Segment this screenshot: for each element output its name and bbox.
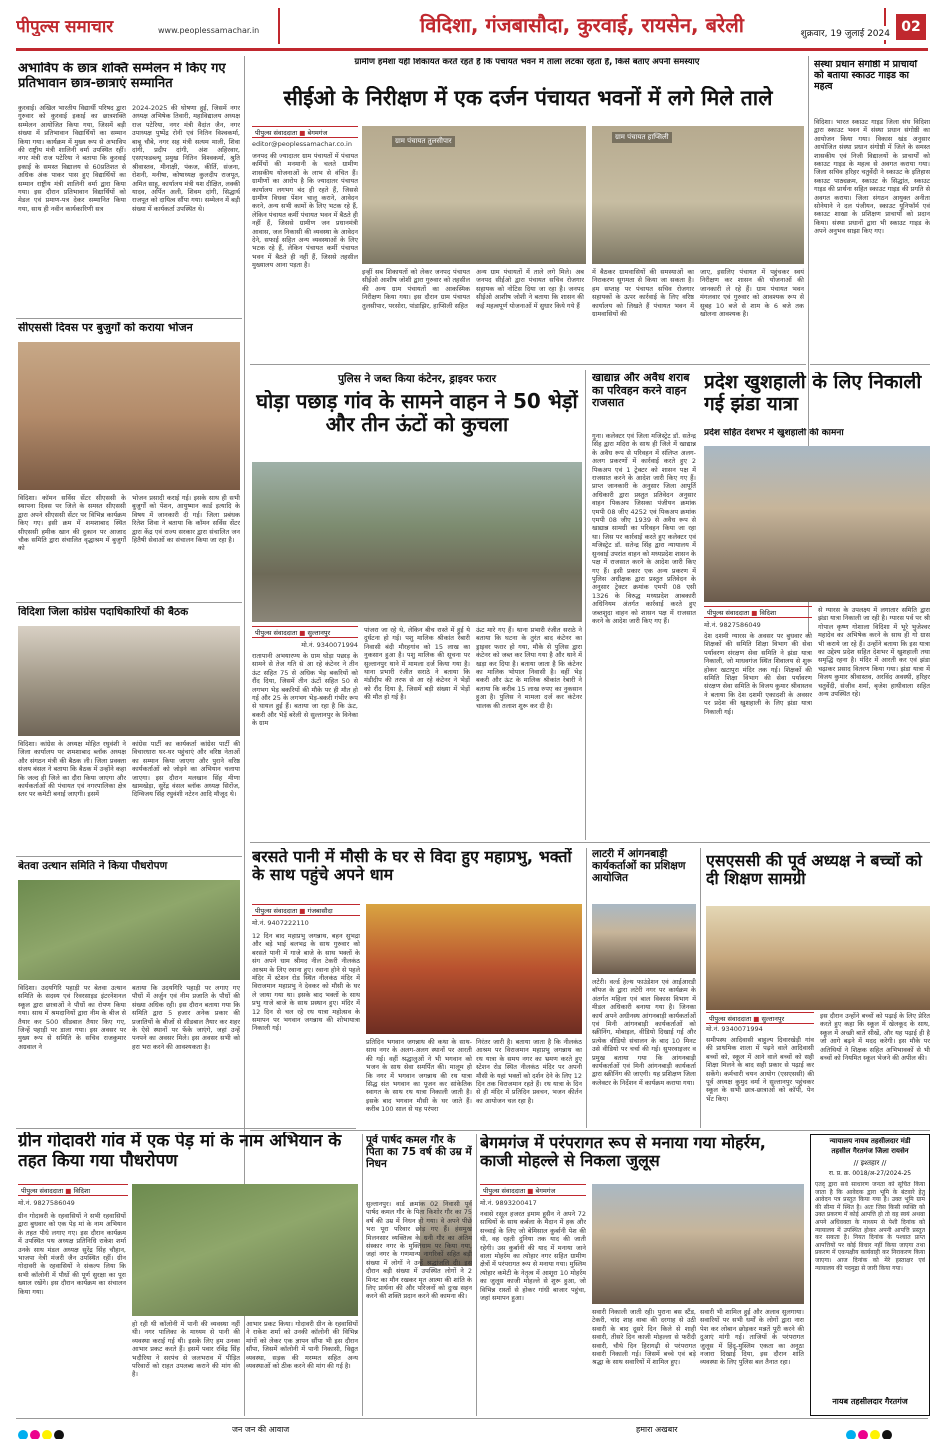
masthead-rule	[16, 48, 928, 51]
panchayat-body-col1: जनपद की ज्यादातर ग्राम पंचायतों में पंचायत कर्मियों की मनमानी के चलते ग्रामीण शासकीय योजनाओं के लाभ से वंचित हैं। ग्रामीणों का आरोप है कि ज्यादातर पंचायत कार्यालय लगभग बंद ही रहते हैं, जिससे ग्रामीण विधवा पेंशन चालू कराने, आवेदन करने, अन्य सभी कामों के लिए भटक रहे हैं, लेकिन पंचायत कर्मी पंचायत भवन में बैठते ही नहीं हैं, जिससे ग्रामीण जन प्रधानमंत्री आवास, जल निकासी की व्यवस्था के आवेदन देने, सफाई सहित अन्य व्यवस्थाओं के लिए भटक रहे हैं, लेकिन पंचायत कर्मी पंचायत भवन में बैठते ही नहीं हैं, जिससे तहसील मुख्यालय आना पड़ता है।	[252, 152, 358, 270]
panchayat-body-col3: अन्य ग्राम पंचायतों में ताले लगे मिले। अब जनपद सीईओ द्वारा पंचायत सचिव रोजगार सहायक को नोटिस दिया जा रहा है। जनपद सीईओ आशीष जोशी ने बताया कि शासन की कई महत्वपूर्ण योजनाओं में सुधार किये गये हैं	[476, 268, 584, 310]
newspaper-logo: पीपुल्स समाचार	[16, 17, 114, 36]
mausi-byline	[252, 904, 360, 916]
jhanda-subhead: प्रदेश सहित देशभर में खुशहाली की कामना	[704, 428, 844, 438]
divider	[16, 856, 242, 857]
gour-headline: पूर्व पार्षद कमल गौर के पिता का 75 वर्ष की उम्र में निधन	[366, 1134, 472, 1171]
byline-name: पीपुल्स संवाददाता	[255, 629, 298, 637]
byline-separator: ■	[299, 907, 306, 915]
divider	[250, 842, 930, 843]
truck-body-col3: ऊंट मारे गए हैं। थाना प्रभारी रंजीत सराठे ने बताया कि घटना के तुरंत बाद कंटेनर का ड्राइवर फरार हो गया, मौके से पुलिस द्वारा कंटेनर को जब्त कर लिया गया है और थाने में खड़ा कर दिया है। बताया जाता है कि कंटेनर का मालिक भोपाल निवासी है। वहीं भेड़ बकरी और ऊंट के मालिक श्रीकांत रेबारी ने बताया कि करीब 15 लाख रुपए का नुकसान हुआ है। पुलिस ने मामला दर्ज कर कंटेनर चालक की तलाश शुरू कर दी है।	[476, 626, 582, 710]
ssc-body-col2: इस दौरान उन्होंने बच्चों को पढ़ाई के लिए प्रेरित करते हुए कहा कि स्कूल में खेलकूद के साथ, स्कूल में अच्छी बातें सीखें, और यह पढ़ाई ही है जो आगे बढ़ने में मदद करेगी। इस मौके पर अतिथियों ने शिक्षक सहित अभिभावकों से भी बच्चों को नियमित स्कूल भेजने की अपील की।	[820, 1012, 930, 1063]
godavari-mobile: मो.नं. 9827586049	[18, 1199, 75, 1207]
anganwadi-photo	[592, 904, 696, 974]
website-url[interactable]: www.peoplessamachar.in	[158, 26, 260, 35]
congress-body-col2: कांग्रेस पार्टी का कार्यकर्ता कांग्रेस पार्टी की विचारधारा घर-घर पहुंचाएं और वरिष्ठ नेताओं का सम्मान किया जाएगा और पुराने वरिष्ठ कार्यकर्ताओं को जोड़ने का अभियान चलाया जाएगा। इस दौरान मलखान सिंह मीणा खामखेड़ा, सुरेंद्र वंसल ब्लॉक अध्यक्ष सिरोंज, दिग्विजय सिंह रघुवंशी नटेरन आदि मौजूद थे।	[132, 740, 240, 799]
ration-body: गुना। कलेक्टर एवं जिला मजिस्ट्रेट डॉ. सतेन्द्र सिंह द्वारा मदिरा के साथ ही जिले में खाद्यान्न के अवैध रूप से परिवहन में संलिप्त अलग-अलग प्रकरणों में कार्रवाई करते हुए 2 पिकअप एवं 1 ट्रेक्टर को शासन पक्ष में राजसात करने के आदेश जारी किए गए हैं। प्राप्त जानकारी के अनुसार जिला आपूर्ति अधिकारी द्वारा प्रस्तुत प्रतिवेदन अनुसार वाहन पिकअप जिसका पंजीयन क्रमांक एमपी 08 जीए 4252 एवं पिकअप क्रमांक एमपी 08 जीए 1939 से अवैध रूप से खाद्यान्न सामग्री का परिवहन किया जा रहा था। जिस पर कार्रवाई करते हुए कलेक्टर एवं मजिस्ट्रेट डॉ. सतेन्द्र सिंह द्वारा न्यायालय में सुनवाई उपरांत वाहन को मध्यप्रदेश शासन के पक्ष में राजसात करने के आदेश जारी किए गए हैं। इसी प्रकार एक अन्य प्रकरण में पुलिस अधीक्षक द्वारा प्रस्तुत प्रतिवेदन के अनुसार ट्रेक्टर क्रमांक एमपी 08 एसी 1326 के विरुद्ध मध्यप्रदेश आबकारी अधिनियम अंतर्गत कार्रवाई करते हुए जब्तशुदा वाहन को शासन पक्ष में राजसात करने के आदेश जारी किए गए हैं।	[592, 432, 696, 625]
csc-photo	[18, 342, 240, 490]
truck-mobile: मो.नं. 9340071994	[301, 641, 358, 649]
godavari-body-col3: आभार प्रकट किया। गोदावरी ग्रीन के रहवासियों ने राकेश शर्मा को उनकी कॉलोनी की विभिन्न मांगों को लेकर एक ज्ञापन सौंपा भी इस दौरान सौंपा, जिसमें कॉलोनी में पानी निकासी, विद्युत व्यवस्था, सड़क की मरम्मत सहित अन्य व्यवस्थाओं को ठीक करने की मांग की गई है।	[246, 1320, 358, 1371]
ssc-body-col1: समीपस्थ आदिवासी बाहुल्य दिवारखेड़ी गांव की प्राथमिक शाला में पढ़ने वाले आदिवासी बच्चों को, स्कूल में आने वाले बच्चों को सही शिक्षा मिलने के बाद सही प्रकार से पढ़ाई कर सकेंगे। कर्मचारी चयन आयोग (एसएससी) की पूर्व अध्यक्ष कुमुद वर्मा ने सुल्तानपुर पहुंचकर स्कूल के सभी छात्र-छात्राओं को कॉपी, पेन भेंट किए।	[706, 1036, 814, 1103]
footer-slogan: जन जन की आवाज	[232, 1425, 290, 1434]
byline-place: विदिशा	[73, 1187, 91, 1195]
jhanda-byline	[704, 606, 812, 618]
editor-email[interactable]: editor@peoplessamachar.co.in	[252, 140, 352, 148]
mausi-body-col1: 12 दिन बाद महाप्रभु जगन्नाथ, बहन सुभद्रा और बड़े भाई बलभद्र के साथ गुरुवार को बरसते पानी में गाजे बाजे के साथ भक्तों के संग अपने धाम श्रीमद नील टेकरी नीलकंठ आश्रम के लिए रवाना हुए। रवाना होने से पहले मंदिर में स्टेशन रोड स्थित नीलकंठ मंदिर में विराजमान महाप्रभु ने देवकर को मौसी के घर ले जाया गया था। इसके बाद भक्तों के साथ प्रभु गाजे बाजे के साथ प्रस्थान हुए। मंदिर में 12 दिन से चल रहे रथ यात्रा महोत्सव के समापन पर भगवान जगन्नाथ की शोभायात्रा निकाली गई।	[252, 932, 360, 1033]
jhanda-mobile: मो.नं. 9827586049	[704, 621, 761, 629]
panchayat-body-col2: इन्हीं सब शिकायतों को लेकर जनपद पंचायत सीईओ आशीष जोशी द्वारा गुरुवार को तहसील की अन्य ग्राम पंचायतों का आकस्मिक निरीक्षण किया गया। इस दौरान ग्राम पंचायत तुलसीपार, परसोरा, पांडाझिर, हाप्सिली सहित	[362, 268, 470, 310]
byline-place: सुल्तानपुर	[307, 629, 331, 637]
column-divider	[585, 370, 586, 840]
notice-tehsil: तहसील गैरतगंज जिला रायसेन	[831, 1147, 909, 1155]
panchayat-byline	[252, 126, 358, 138]
betwa-body-col2: बताया कि उदयगिरि पहाड़ी पर लगाए गए पौधों में अर्जुन एवं नीम प्रजाति के पौधों की संख्या अधिक रही। इस दौरान बताया गया कि समिति द्वारा 5 हजार अनेक प्रकार की प्रजातियों के बीजों से सीडबाल तैयार कर शहर के ऐसे स्थानों पर फेंके जाएंगे, जहां उन्हें पनपने का अवसर मिले। इस अवसर सभी को हरा भरा करने की आवश्यकता है।	[132, 984, 240, 1051]
anganwadi-body: लटेरी। वर्ल्ड हेल्थ फाउंडेशन एवं आईआरडी बॉयज के द्वारा लटेरी नगर पर कार्यक्रम के अंतर्गत महिला एवं बाल विकास विभाग में मीडल अधिकारी बनाया गया है। जिनका कार्य अपने अधीनस्थ आंगनबाड़ी कार्यकर्ताओं एवं मिनी आंगनबाड़ी कार्यकर्ताओं को स्क्रीनिंग, मोबाइल, वीडियो दिखाई गई और प्रत्येक वीडियो संचालन के बाद 10 मिनट उसे वीडियो पर चर्चा की गई। सुपरवाइजर व प्रमुख बताया गया कि आंगनबाड़ी कार्यकर्ताओं एवं मिनी आंगनबाड़ी कार्यकर्ता द्वारा स्क्रीनिंग की जाएगी। यह प्रशिक्षण जिला कलेक्टर के निर्देशन में कार्यक्रम कराया गया।	[592, 978, 696, 1087]
byline-separator: ■	[527, 1187, 534, 1195]
cmyk-marks-right	[846, 1425, 926, 1439]
moharram-photo	[592, 1184, 804, 1304]
byline-name: पीपुल्स संवाददाता	[255, 907, 298, 915]
byline-name: पीपुल्स संवाददाता	[21, 1187, 64, 1195]
notice-court: न्यायालय नायब तहसीलदार मंडी	[829, 1137, 911, 1145]
congress-headline: विदिशा जिला कांग्रेस पदाधिकारियों की बैठक	[18, 606, 189, 618]
divider	[250, 364, 806, 365]
moharram-byline	[480, 1184, 586, 1196]
cmyk-marks-left	[18, 1425, 98, 1439]
edition-cities-banner: विदिशा, गंजबासौदा, कुरवाई, रायसेन, बरेली	[278, 8, 886, 44]
byline-name: पीपुल्स संवाददाता	[483, 1187, 526, 1195]
notice-case-no: रा. प्र. क्र. 0018/अ-27/2024-25	[828, 1170, 912, 1177]
panchayat-kicker: ग्रामीण हमेशा यही शिकायत करते रहते हैं कि पंचायत भवन में ताला लटका रहता है, किसे बताएं अपनी समस्याएं	[354, 58, 700, 67]
byline-name: पीपुल्स संवाददाता	[255, 129, 298, 137]
column-divider	[362, 1134, 363, 1416]
registration-mark-icon	[870, 1430, 880, 1439]
byline-place: गंजबासौदा	[307, 907, 333, 915]
page-number: 02	[896, 14, 926, 40]
scout-body: विदिशा। भारत स्काउट गाइड जिला संघ विदिशा द्वारा स्काउट भवन में संस्था प्रधान संगोष्ठी का आयोजन किया गया। विकास खंड अनुसार आयोजित संस्था प्रधान संगोष्ठी में जिले के समस्त शासकीय एवं निजी विद्यालयों के प्राचार्यों को स्काउट गाइड के महत्व से अवगत कराया गया। जिला सचिव हरिहर चतुर्वेदी ने स्काउट के इतिहास स्काउट पाठ्यक्रम, स्काउट के सिद्धांत, स्काउट गाइड की प्रार्थना सहित स्काउट गाइड की प्रगति से अवगत कराया। जिला संगठन आयुक्त अनीता सोनेयाने ने दल पंजीयन, स्काउट यूनिफॉर्म एवं स्काउट शाखा के प्रशिक्षण प्राचार्यों को प्रदान किया। संस्था प्रधानों द्वारा भी स्काउट गाइड के अपने अनुभव साझा किए गए।	[814, 118, 930, 236]
moharram-body-col1: नवासे रसूल हजरत इमाम हुसैन ने अपने 72 साथियों के साथ कर्बला के मैदान में हक और सच्चाई के लिए जो बेमिसाल कुर्बानी पेश की थी, वह रहती दुनिया तक याद की जाती रहेगी। उस कुर्बानी की याद में मनाया जाने वाला मोहर्रम का त्योहार नगर सहित ग्रामीण क्षेत्रों में परंपरागत रूप से मनाया गया। मुस्लिम त्योहार कमेटी के नेतृत्व में आशूरा 10 मोहर्रम का जुलूस काजी मोहल्ले से शुरू हुआ, जो विभिन्न रास्तों से होकर गांधी बाजार पहुंचा, जहां समापन हुआ।	[480, 1210, 586, 1303]
moharram-headline: बेगमगंज में परंपरागत रूप से मनाया गया मोहर्रम, काजी मोहल्ले से निकला जुलूस	[480, 1134, 766, 1171]
photo-sign-text: ग्राम पंचायत हाप्सिली	[612, 132, 672, 143]
godavari-body-col1: ग्रीन गोदावरी के रहवासियों ने सभी रहवासियों द्वारा बुधवार को एक पेड़ मां के नाम अभियान के तहत पौधे लगाए गए। इस दौरान कार्यक्रम में उपस्थित पथ अध्यक्ष प्रतिनिधि राकेश शर्मा उनके साथ मंडल अध्यक्ष सुरेंद्र सिंह चौहान, भाजपा नेत्री मंजरी जैन उपस्थित रहीं। ग्रीन गोदावरी के रहवासियों ने संकल्प लिया कि सभी कॉलोनी में पौधों की पूर्ण सुरक्षा का पूरा ख्याल रखेंगे। इस दौरान कार्यक्रम का संचालन किया गया।	[18, 1212, 126, 1296]
mausi-body-col2: प्रतिदिन भगवान जगन्नाथ की कथा के साथ-साथ नगर के अलग-अलग स्थानों पर आरती की गई। वहीं श्रद्धालुओं ने भी भगवान को भजन के साथ सेवा समर्पित की। मालूम हो कि नगर में भगवान जगन्नाथ की रथ यात्रा सिद्ध संत भगवान का पूजन कर सांकेतिक स्वागत के साथ रथ यात्रा निकाली जाती है। इसके बाद भगवान मौसी के घर जाते हैं। करीब 100 साल से यह परंपरा	[366, 1038, 472, 1114]
byline-separator: ■	[299, 129, 306, 137]
masthead	[0, 0, 945, 48]
abvp-headline: अभाविप के छात्र शक्ति सम्मेलन में किए गए प्रतिभावान छात्र-छात्राएं सम्मानित	[18, 62, 226, 91]
photo-sign-text: ग्राम पंचायत तुलसीपार	[392, 136, 455, 147]
registration-mark-icon	[882, 1430, 892, 1439]
byline-separator: ■	[299, 629, 306, 637]
csc-body-col1: विदिशा। कॉमन सर्विस सेंटर सीएससी के स्थापना दिवस पर जिले के समस्त सीएससी द्वारा अपने सीएससी सेंटर पर विभिन्न कार्यक्रम किए गए। इसी क्रम में शमशाबाद स्थित सीएससी हमीक खान की दुकान पर आजाद चौक समिति द्वारा संचालित वृद्धाश्रम में बुजुर्गों को	[18, 494, 126, 553]
jhanda-body-col2: से ग्यारस के उपलक्ष्य में लगातार समिति द्वारा झंडा यात्रा निकाली जा रही है। ग्यारस पर्व पर श्री गोपाल कृष्ण गोशाला विदिशा में भूरे भुजेश्वर महादेव का अभिषेक करने के साथ ही गो ग्रास भी कराये जा रहे हैं। उन्होंने बताया कि इस यात्रा का उद्देश्य प्रदेश सहित देशभर में खुशहाली तथा समृद्धि रहना है। मंदिर में आरती कर एवं झंडा चढ़ाकर प्रसाद वितरण किया गया। झंडा यात्रा में विजय कुमार श्रीवास्तव, अरविंद अवस्थी, हरिहर चतुर्वेदी, संजीव शर्मा, बृजेश हाथीवाला सहित अन्य उपस्थित रहे।	[818, 606, 930, 699]
godavari-byline	[18, 1184, 128, 1196]
ssc-photo	[706, 906, 930, 1010]
byline-separator: ■	[65, 1187, 72, 1195]
truck-kicker: पुलिस ने जब्त किया कंटेनर, ड्राइवर फरार	[337, 373, 497, 385]
abvp-body-col2: 2024-2025 की घोषणा हुई, जिसमें नगर अध्यक्ष अभिषेक तिवारी, महाविद्यालय अध्यक्ष राज पटेरिया, नगर मंत्री वैदांत जैन, नगर उपाध्यक्ष पुष्पेंद्र रोनी एवं नितिन विश्वकर्मा, बाबू चौबे, नगर सह मंत्री सत्यम माली, शिवा दांगी, प्रदीप दांगी, अंश अहिरवार, एसएफडब्ल्यू प्रमुख नितिन विश्वकर्मा, श्रुति श्रीवास्तव, मीनाक्षी, पंकज, कीर्ति, संजना, रोशनी, मनीषा, कोषाध्यक्ष कुलदीप राजपूत, अमित साहू, कार्यालय मंत्री यश दीक्षित, लक्की यादव, अर्पित अली, शिवम दांगी, सिद्धार्थ राजपूत को दायित्व सौंपा गया। सम्मेलन में बड़ी संख्या में कार्यकर्ता उपस्थित थे।	[132, 104, 240, 213]
divider	[810, 364, 930, 365]
legal-notice	[810, 1134, 930, 1416]
gour-body: सुल्तानपुर। वार्ड क्रमांक 02 निवासी पूर्व पार्षद कमल गौर के पिता किशोर गौर का 75 वर्ष की उम्र में निधन हो गया। वे अपने पीछे भरा पूरा परिवार छोड़ गए हैं। हंसमुख मिलनसार व्यक्तित्व के धनी गौर का अंतिम संस्कार नगर के मुक्तिधाम पर किया गया, जहां नगर के गणमान्य नागरिकों सहित बड़ी संख्या में लोगों ने उन्हें श्रद्धांजलि दी। इस दौरान बड़ी संख्या में उपस्थित लोगों ने 2 मिनट का मौन रखकर मृत आत्मा की शांति के लिए प्रार्थना की और परिजनों को दुःख सहन करने की शक्ति प्रदान करने की कामना की।	[366, 1200, 472, 1301]
notice-subhead: // इश्तहार //	[853, 1159, 887, 1167]
mausi-body-col3: निरंतर जारी है। बताया जाता है कि नीलकंठ आश्रम पर विराजमान महाप्रभु जगन्नाथ का रथ यात्रा के समय नगर का भ्रमण करते हुए स्टेशन रोड स्थित नीलकंठ मंदिर पर अपनी मौसी के यहां भक्तों को दर्शन देने के लिए 12 दिन तक विराजमान रहते हैं। रथ यात्रा के दिन से ही मंदिर में प्रतिदिन प्रवचन, भजन कीर्तन का आयोजन चल रहा है।	[476, 1038, 582, 1105]
registration-mark-icon	[42, 1430, 52, 1439]
godavari-photo	[132, 1184, 358, 1316]
mausi-headline: बरसते पानी में मौसी के घर से विदा हुए महाप्रभु, भक्तों के साथ पहुंचे अपने धाम	[252, 848, 572, 885]
column-divider	[586, 848, 587, 1128]
truck-body-col1: रातापानी अभयारण्य के ग्राम घोड़ा पछाड़ के सामने से तेज गति से आ रहे कंटेनर ने तीन ऊंट सहित 75 से अधिक भेड़ बकरियों को रौंद दिया, जिसमें तीन ऊंटों सहित 50 से लगभग भेड़ बकरियों की मौके पर ही मौत हो गई और 25 के लगभग भेड़-बकरी गंभीर रूप से घायल हुई हैं। बताया जा रहा है कि ऊंट, बकरी और भेड़ें बरेली से सुल्तानपुर के विनेका के ग्राम	[252, 652, 358, 728]
congress-body-col1: विदिशा। कांग्रेस के अध्यक्ष मोहित रघुवंशी ने जिला कार्यालय पर शमशाबाद ब्लॉक अध्यक्ष और संगठन मंत्री की बैठक ली। जिला प्रवक्ता संजय बंसल ने बताया कि बैठक में उन्होंने कहा कि जल्द ही जिले का दौरा किया जाएगा और कार्यकर्ताओं की पंचायत एवं नगरपालिका क्षेत्र स्तर पर कमेटी बनाई जाएगी। इसमें	[18, 740, 126, 799]
csc-headline: सीएससी दिवस पर बुजुर्गों को कराया भोजन	[18, 322, 193, 334]
byline-name: पीपुल्स संवाददाता	[709, 1015, 752, 1023]
anganwadi-headline: लाटरी में आंगनबाड़ी कार्यकर्ताओं का प्रशिक्षण आयोजित	[592, 848, 686, 885]
csc-body-col2: भोजन प्रसादी कराई गई। इसके साथ ही सभी बुजुर्गों को पेंशन, आयुष्मान कार्ड इत्यादि के विषय में जानकारी दी गई। जिला प्रबंधक रितेश शिवा ने बताया कि कॉमन सर्विस सेंटर द्वारा केंद्र एवं राज्य सरकार द्वारा संचालित जन हितैषी सेवाओं का संचालन किया जा रहा है।	[132, 494, 240, 545]
byline-separator: ■	[753, 1015, 760, 1023]
moharram-body-col2: सवारी निकाली जाती रही। पुराना बस स्टैंड, टेकरी, चांद शाह वाबा की दरगाह से उठी सवारी के बाद दूसरे दिन किले से शाही सवारी, तीसरे दिन काजी मोहल्ला से फरीदी सवारी, चौथे दिन हिरागढ़ी से परंपरागत सवारी निकाली गई। जिसमें बच्चे एवं बड़े श्रद्धा के साथ सवारियों में शामिल हुए।	[592, 1308, 696, 1367]
ration-headline: खाद्यान्न और अवैध शराब का परिवहन करने वाहन राजसात	[592, 372, 690, 410]
scout-headline: संस्था प्रधान संगोष्ठी में प्राचार्यों को बताया स्काउट गाइड का महत्व	[814, 60, 917, 92]
byline-place: बेगमगंज	[535, 1187, 556, 1195]
truck-body-col2: पांजरा जा रहे थे, लेकिन बीच रास्ते में हुई ये दुर्घटना हो गई। पशु मालिक श्रीकांत रेबारी निवासी बंदी मौरहगांव को 15 लाख का नुकसान हुआ है। पशु मालिक की सूचना पर सुल्तानपुर थाने में मामला दर्ज किया गया है। थाना प्रभारी रंजीत सराठे ने बताया कि मंडीदीप की तरफ से आ रहे कंटेनर ने भेड़ों को रौंद दिया है, जिसमें बड़ी संख्या में भेड़ों की मौत हो गई है।	[364, 626, 470, 702]
column-divider	[700, 848, 701, 1128]
godavari-body-col2: हो रही थी कॉलोनी में पानी की व्यवस्था नहीं थी। नगर पालिका के माध्यम से पानी की व्यवस्था कराई गई थी। इसके लिए हम उनका आभार प्रकट करते हैं। इसमें पवार रविंद्र सिंह भदौरिया ने सरपंच से जलभराव में पीड़ित परिवारों को राहत उपलब्ध कराने की मांग की है।	[132, 1320, 240, 1379]
ssc-headline: एसएससी की पूर्व अध्यक्ष ने बच्चों को दी शिक्षण सामग्री	[706, 852, 922, 889]
panchayat-headline: सीईओ के निरीक्षण में एक दर्जन पंचायत भवनों में लगे मिले ताले	[283, 86, 773, 110]
notice-signatory: नायब तहसीलदार गैरतगंज	[832, 1397, 908, 1406]
notice-body: एतद् द्वारा सर्व साधारण जनता को सूचित किया जाता है कि आवेदक द्वारा भूमि के बंटवारे हेतु आवेदन पत्र प्रस्तुत किया गया है। उक्त भूमि ग्राम की सीमा में स्थित है। अतः जिस किसी व्यक्ति को उक्त प्रकरण में कोई आपत्ति हो तो वह स्वयं अथवा अपने अधिवक्ता के माध्यम से पेशी दिनांक को न्यायालय में उपस्थित होकर अपनी आपत्ति प्रस्तुत कर सकता है। नियत दिनांक के पश्चात प्राप्त आपत्तियों पर कोई विचार नहीं किया जाएगा तथा प्रकरण में एकपक्षीय कार्यवाही कर निराकरण किया जाएगा। आज दिनांक को मेरे हस्ताक्षर एवं न्यायालय की पदमुद्रा से जारी किया गया।	[815, 1181, 925, 1272]
divider	[16, 1128, 356, 1129]
betwa-body-col1: विदिशा। उदयगिरि पहाड़ी पर बेतवा उत्थान समिति के सदस्य एवं रिवरसाइड इंटरनेशनल स्कूल द्वारा छात्राओं ने पौधों का रोपण किया गया। साथ में श्रमदानियों द्वारा नीम के बीज से तैयार कर 500 सीडबाल तैयार किए गए, जिन्हें पहाड़ी पर डाला गया। इस अवसर पर मुख्य रूप से समिति के सचिव राजकुमार अग्रवाल ने	[18, 984, 126, 1051]
jhanda-photo	[704, 446, 930, 602]
byline-separator: ■	[751, 609, 758, 617]
registration-mark-icon	[846, 1430, 856, 1439]
abvp-body-col1: कुरवाई। अखिल भारतीय विद्यार्थी परिषद द्वारा गुरुवार को कुरवाई इकाई का छात्रशक्ति सम्मेलन आयोजित किया गया, जिसमें बड़ी संख्या में प्रतिभावान विद्यार्थियों का सम्मान किया गया। कार्यक्रम में मुख्य रूप से अभाविप की राष्ट्रीय मंत्री शालिनी वर्मा उपस्थित रहीं। नगर मंत्री राज पटेरिया ने बताया कि कुरवाई इकाई के समस्त विद्यालय से 60प्रतिशत से अधिक अंक पाकर पास हुए विद्यार्थियों का सम्मान राष्ट्रीय मंत्री शालिनी वर्मा द्वारा किया गया। इस दौरान प्रतिभावान विद्यार्थियों को मेडल एवं प्रमाण-पत्र देकर सम्मानित किया गया, साथ ही नवीन कार्यकारिणी सत्र	[18, 104, 126, 213]
betwa-headline: बेतवा उत्थान समिति ने किया पौधरोपण	[18, 860, 168, 872]
footer-tagline: हमारा अखबार	[636, 1425, 678, 1434]
footer-rule	[16, 1418, 928, 1419]
godavari-headline: ग्रीन गोदावरी गांव में एक पेड़ मां के नाम अभियान के तहत किया गया पौधरोपण	[18, 1132, 342, 1171]
betwa-photo	[18, 880, 240, 980]
issue-date-visible: शुक्रवार, 19 जुलाई 2024	[770, 26, 890, 40]
byline-place: बेगमगंज	[307, 129, 328, 137]
moharram-mobile: मो.नं. 9893200417	[480, 1199, 537, 1207]
ssc-mobile: मो.नं. 9340071994	[706, 1025, 763, 1033]
mausi-photo	[366, 904, 582, 1034]
truck-byline	[252, 626, 358, 638]
panchayat-photo-tulsipar	[362, 126, 586, 264]
panchayat-body-col4: में बैठकर ग्रामवासियों की समस्याओं का निराकरण सुगमता से किया जा सकता है। हम सप्ताह पर पंचायत सचिव रोजगार सहायकों के ऊपर कार्रवाई के लिए वरिष्ठ कार्यालय को लिखते हैं पंचायत भवन में ग्रामवासियों की	[592, 268, 694, 319]
registration-mark-icon	[54, 1430, 64, 1439]
divider	[250, 1130, 930, 1131]
byline-place: विदिशा	[759, 609, 777, 617]
divider	[16, 602, 242, 603]
mausi-mobile: मो.नं. 9407222110	[252, 919, 309, 927]
jhanda-headline: प्रदेश खुशहाली के लिए निकाली गई झंडा यात्रा	[704, 372, 922, 415]
truck-headline: घोड़ा पछाड़ गांव के सामने वाहन ने 50 भेड़ों और तीन ऊंटों को कुचला	[256, 390, 578, 436]
registration-mark-icon	[858, 1430, 868, 1439]
byline-place: सुल्तानपुर	[761, 1015, 785, 1023]
panchayat-kicker-box	[252, 58, 802, 86]
jhanda-body-col1: देश दशमी ग्यारस के अवसर पर बुधवार को शिक्षकों की समिति शिक्षा विभाग की सेवा पर्यावरण संरक्षण सेवा समिति ने झंडा यात्रा निकाली, जो माधवगंज स्थित शिवालय से शुरू होकर खटापुरा मंदिर तक गई। शिक्षकों की समिति शिक्षा विभाग की सेवा पर्यावरण संरक्षण सेवा समिति के विजय कुमार श्रीवास्तव ने बताया कि देश दशमी एकादशी के अवसर पर प्रदेश की खुशहाली के लिए झंडा यात्रा निकाली गई।	[704, 632, 812, 716]
divider	[16, 318, 242, 319]
congress-photo	[18, 626, 240, 736]
registration-mark-icon	[30, 1430, 40, 1439]
byline-name: पीपुल्स संवाददाता	[707, 609, 750, 617]
column-divider	[476, 1134, 477, 1416]
ssc-byline	[706, 1012, 814, 1024]
moharram-body-col3: सवारी भी शामिल हुई और अलाव सुलगाया। सवारियों पर सभी धर्मों के लोगों द्वारा नारा पेश कर लोबान छोड़कर मन्नतें पूरी करने की दुआएं मांगी गई। ताजियों के परंपरागत जुलूस में हिंदू-मुस्लिम एकता का अनूठा नजारा दिखाई दिया, इस दौरान शांति व्यवस्था के लिए पुलिस बल तैनात रहा।	[700, 1308, 804, 1367]
truck-photo	[252, 462, 582, 622]
panchayat-body-col5: जाए, इसलिए पंचायत में पहुंचकर स्वयं निरीक्षण कर शासन की योजनाओं की जानकारी ले रहे हैं। ग्राम पंचायत भवन मंगलवार एवं गुरुवार को आवश्यक रूप से सुबह 10 बजे से शाम के 6 बजे तक खोलना आवश्यक है।	[700, 268, 804, 319]
panchayat-photo-hapsili	[592, 126, 804, 264]
registration-mark-icon	[18, 1430, 28, 1439]
